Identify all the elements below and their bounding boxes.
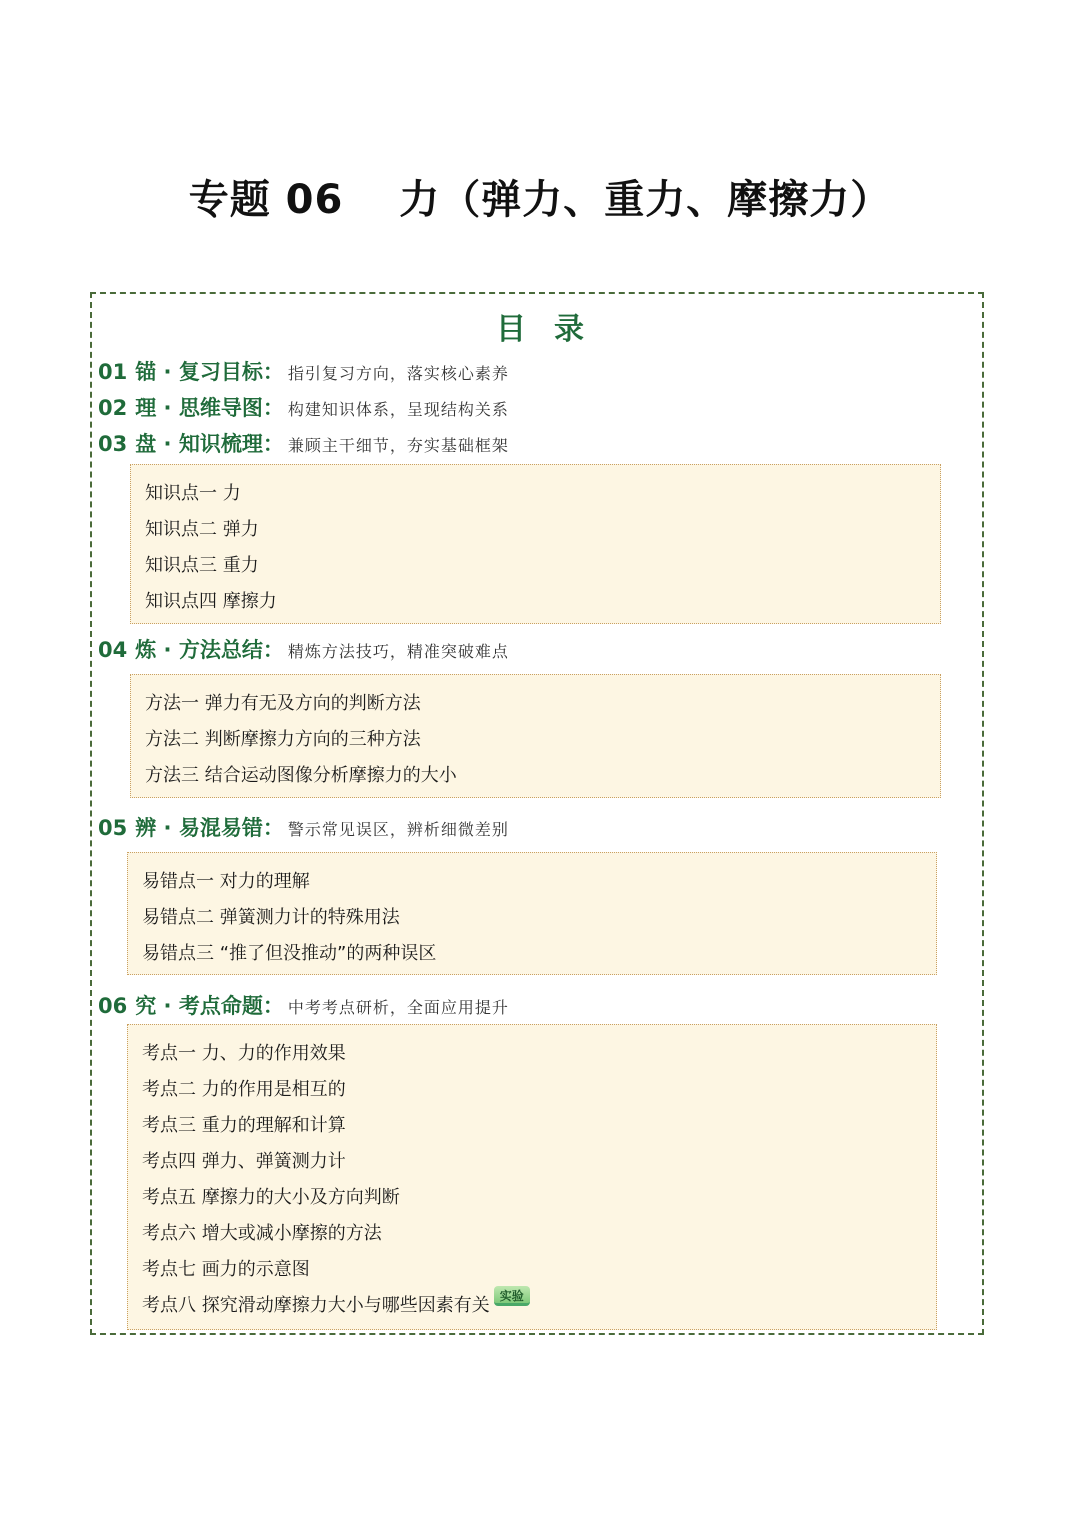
toc-section-04[interactable] bbox=[98, 635, 509, 665]
section-description: 中考考点研析，全面应用提升 bbox=[287, 998, 509, 1017]
toc-section-02[interactable] bbox=[98, 393, 509, 423]
section-number: 02 bbox=[98, 396, 128, 420]
section-description: 指引复习方向，落实核心素养 bbox=[287, 364, 509, 383]
toc-item[interactable]: 方法三 结合运动图像分析摩擦力的大小 bbox=[145, 765, 457, 786]
section-number: 03 bbox=[98, 432, 128, 456]
section-description: 兼顾主干细节，夯实基础框架 bbox=[287, 436, 509, 455]
toc-item[interactable]: 易错点三 “推了但没推动”的两种误区 bbox=[142, 943, 437, 964]
toc-section-01[interactable] bbox=[98, 357, 509, 387]
section-name: 辨 · 易混易错： bbox=[135, 816, 284, 840]
toc-section-05[interactable] bbox=[98, 813, 509, 843]
toc-item[interactable]: 易错点一 对力的理解 bbox=[142, 871, 310, 892]
section-name: 究 · 考点命题： bbox=[135, 994, 284, 1018]
toc-item[interactable]: 易错点二 弹簧测力计的特殊用法 bbox=[142, 907, 400, 928]
toc-item-last[interactable] bbox=[142, 1289, 530, 1320]
toc-item[interactable]: 考点六 增大或减小摩擦的方法 bbox=[142, 1223, 382, 1244]
toc-item-label: 考点八 探究滑动摩擦力大小与哪些因素有关 bbox=[142, 1295, 490, 1316]
section-name: 炼 · 方法总结： bbox=[135, 638, 284, 662]
toc-item[interactable]: 考点七 画力的示意图 bbox=[142, 1259, 310, 1280]
common-errors-box bbox=[127, 852, 937, 975]
knowledge-points-box bbox=[130, 464, 941, 624]
exam-points-box bbox=[127, 1024, 937, 1330]
section-description: 构建知识体系，呈现结构关系 bbox=[287, 400, 509, 419]
toc-item[interactable]: 知识点二 弹力 bbox=[145, 519, 259, 540]
section-description: 警示常见误区，辨析细微差别 bbox=[287, 820, 509, 839]
toc-heading: 目录 bbox=[496, 312, 612, 347]
page-title: 专题 06 力（弹力、重力、摩擦力） bbox=[188, 177, 892, 223]
toc-section-06[interactable] bbox=[98, 991, 509, 1021]
toc-section-03[interactable] bbox=[98, 429, 509, 459]
section-name: 理 · 思维导图： bbox=[135, 396, 284, 420]
toc-item[interactable]: 知识点四 摩擦力 bbox=[145, 591, 277, 612]
toc-item[interactable]: 方法一 弹力有无及方向的判断方法 bbox=[145, 693, 421, 714]
section-description: 精炼方法技巧，精准突破难点 bbox=[287, 642, 509, 661]
toc-item[interactable]: 知识点一 力 bbox=[145, 483, 241, 504]
section-name: 盘 · 知识梳理： bbox=[135, 432, 284, 456]
toc-item[interactable]: 方法二 判断摩擦力方向的三种方法 bbox=[145, 729, 421, 750]
section-number: 01 bbox=[98, 360, 128, 384]
toc-item[interactable]: 考点二 力的作用是相互的 bbox=[142, 1079, 346, 1100]
toc-item[interactable]: 考点五 摩擦力的大小及方向判断 bbox=[142, 1187, 400, 1208]
section-name: 锚 · 复习目标： bbox=[135, 360, 284, 384]
section-number: 06 bbox=[98, 994, 128, 1018]
section-number: 05 bbox=[98, 816, 128, 840]
experiment-badge: 实验 bbox=[494, 1286, 530, 1306]
toc-item[interactable]: 考点四 弹力、弹簧测力计 bbox=[142, 1151, 346, 1172]
toc-item[interactable]: 考点一 力、力的作用效果 bbox=[142, 1043, 346, 1064]
methods-box bbox=[130, 674, 941, 798]
toc-item[interactable]: 考点三 重力的理解和计算 bbox=[142, 1115, 346, 1136]
section-number: 04 bbox=[98, 638, 128, 662]
toc-item[interactable]: 知识点三 重力 bbox=[145, 555, 259, 576]
